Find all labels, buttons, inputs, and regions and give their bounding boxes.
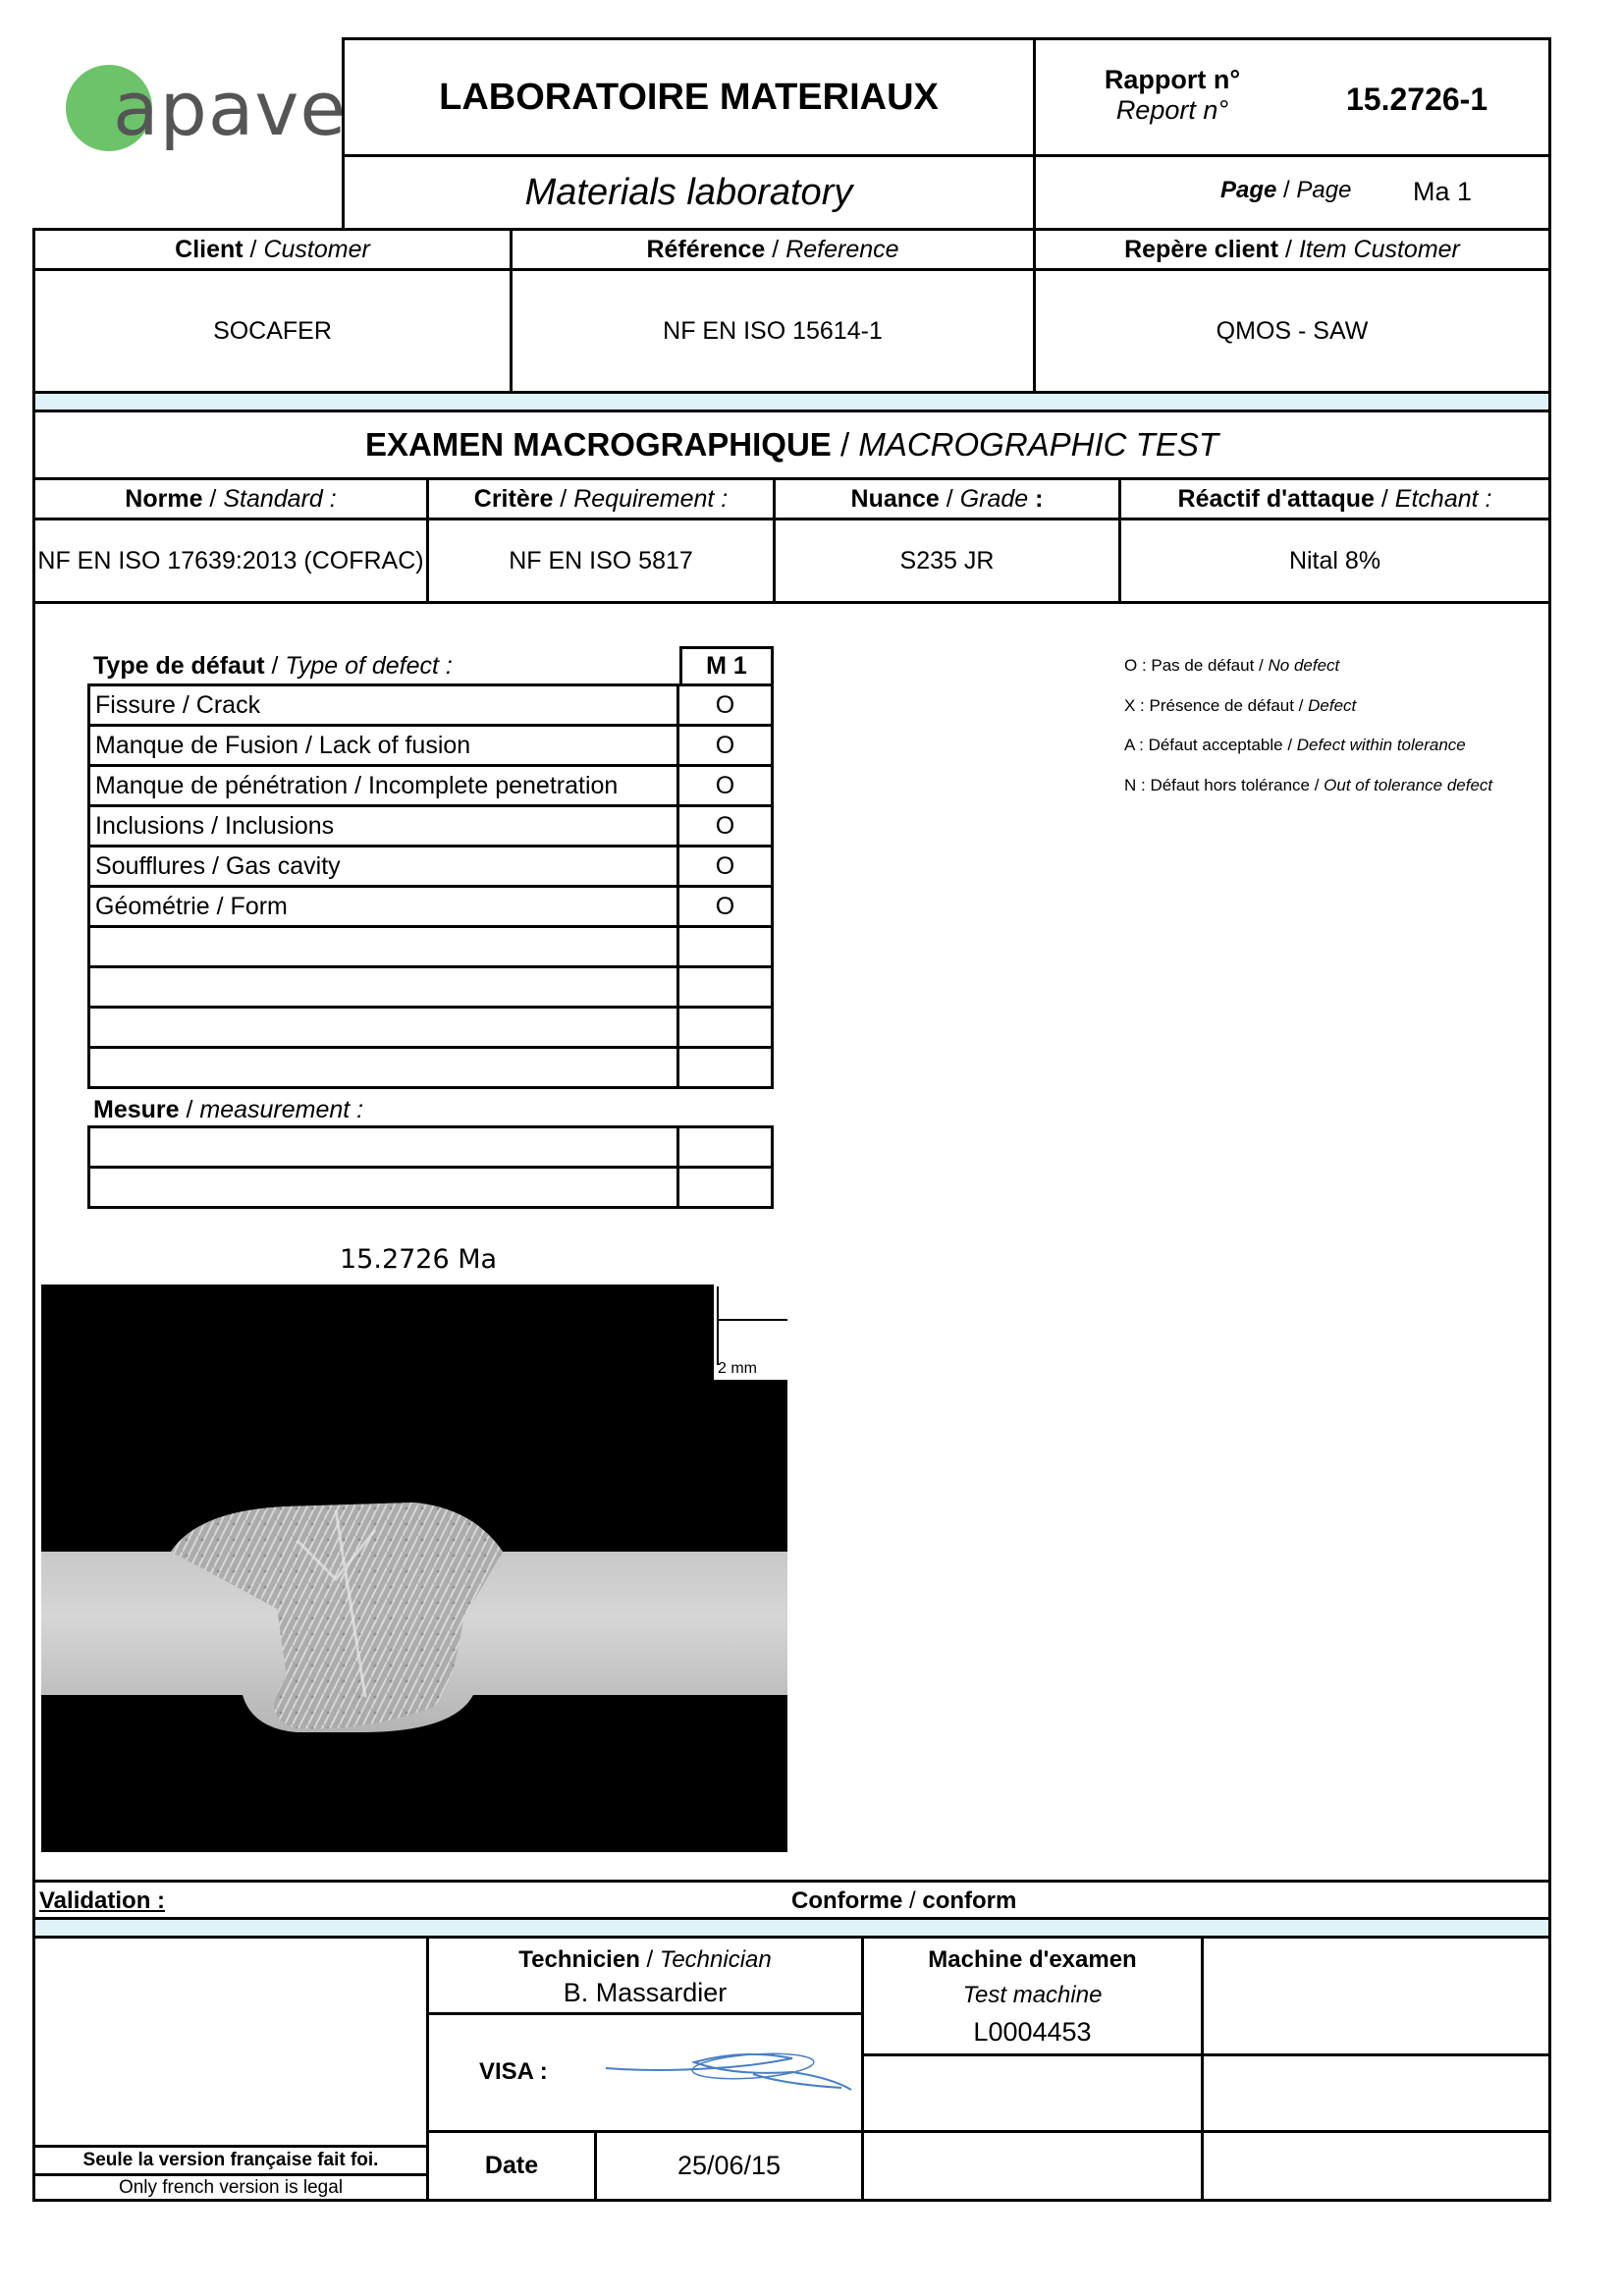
defect-type: Fissure / Crack xyxy=(89,685,678,726)
defect-table-body xyxy=(89,685,773,1088)
defect-row xyxy=(89,766,773,806)
defect-column-header xyxy=(679,646,774,686)
machine-id: L0004453 xyxy=(973,2017,1092,2047)
standard-label-cell: Norme / Standard : xyxy=(32,477,429,520)
defect-row xyxy=(89,927,773,967)
measurement-row xyxy=(89,1168,773,1208)
legend-desc: Out of tolerance defect xyxy=(1324,775,1493,794)
defect-type: Manque de Fusion / Lack of fusion xyxy=(89,726,678,766)
validation-result-en: conform xyxy=(922,1887,1017,1914)
page-cell: Page / Page Ma 1 xyxy=(1033,154,1551,231)
legend-item xyxy=(1124,696,1556,737)
signoff-empty-2 xyxy=(861,2053,1204,2133)
defect-row xyxy=(89,887,773,927)
defect-legend xyxy=(1124,656,1556,815)
item-value: QMOS - SAW xyxy=(1216,316,1369,345)
signature-icon xyxy=(596,2029,861,2107)
requirement-label-fr: Critère xyxy=(473,484,554,513)
defect-row xyxy=(89,1008,773,1048)
item-value-cell xyxy=(1033,268,1551,394)
page-label-fr: Page xyxy=(1220,177,1277,203)
defect-row xyxy=(89,967,773,1008)
measurement-row xyxy=(89,1127,773,1168)
page-label-en: Page xyxy=(1296,177,1352,203)
exam-title-fr: EXAMEN MACROGRAPHIQUE xyxy=(364,426,832,463)
defect-row xyxy=(89,806,773,847)
legend-code: N : Défaut hors tolérance / xyxy=(1124,775,1325,794)
defect-type: Manque de pénétration / Incomplete penetration xyxy=(89,766,678,806)
machine-label-en: Test machine xyxy=(962,1982,1103,2008)
lab-subtitle: Materials laboratory xyxy=(524,171,853,213)
scale-bar-label: 2 mm xyxy=(718,1360,757,1377)
defect-type: Inclusions / Inclusions xyxy=(89,806,678,847)
item-label-en: Item Customer xyxy=(1298,235,1460,263)
measurement-table xyxy=(87,1125,774,1209)
requirement-label-cell: Critère / Requirement : xyxy=(426,477,776,520)
exam-title-cell: EXAMEN MACROGRAPHIQUE / MACROGRAPHIC TEST xyxy=(32,410,1551,480)
defect-header: Type de défaut / Type of defect : xyxy=(93,652,453,680)
validation-label: Validation : xyxy=(39,1887,166,1914)
client-label-fr: Client xyxy=(175,235,243,263)
defect-row xyxy=(89,726,773,766)
reference-label-en: Reference xyxy=(785,235,899,263)
defect-result: O xyxy=(678,887,773,927)
defect-row xyxy=(89,847,773,887)
grade-value-cell xyxy=(773,518,1121,604)
reference-label-cell: Référence / Reference xyxy=(510,228,1036,271)
defect-type xyxy=(89,927,678,967)
reference-value-cell xyxy=(510,268,1036,394)
weld-cross-section-icon xyxy=(41,1285,787,1852)
legend-desc: No defect xyxy=(1268,656,1340,675)
stamp-area xyxy=(32,1936,429,2148)
defect-type: Soufflures / Gas cavity xyxy=(89,847,678,887)
grade-value: S235 JR xyxy=(899,546,995,574)
measurement-header: Mesure / measurement : xyxy=(93,1096,364,1123)
grade-label-cell: Nuance / Grade : xyxy=(773,477,1121,520)
report-label-en: Report n° xyxy=(1115,95,1229,125)
legend-code: A : Défaut acceptable / xyxy=(1124,736,1297,754)
technician-name: B. Massardier xyxy=(563,1978,728,2007)
legend-desc: Defect within tolerance xyxy=(1296,736,1466,754)
client-label-cell: Client / Customer xyxy=(32,228,513,271)
legal-notice-fr: Seule la version française fait foi. xyxy=(82,2150,379,2170)
exam-title-en: MACROGRAPHIC TEST xyxy=(858,426,1219,463)
report-number: 15.2726-1 xyxy=(1346,82,1488,117)
defect-result: O xyxy=(678,847,773,887)
etchant-value: Nital 8% xyxy=(1288,546,1381,574)
machine-cell xyxy=(861,1936,1204,2056)
defect-type xyxy=(89,967,678,1008)
technician-label-fr: Technicien xyxy=(518,1946,640,1973)
technician-cell: Technicien / Technician B. Massardier xyxy=(426,1936,864,2015)
requirement-label-en: Requirement : xyxy=(573,484,729,513)
client-value-cell xyxy=(32,268,513,394)
item-label-cell: Repère client / Item Customer xyxy=(1033,228,1551,271)
requirement-value: NF EN ISO 5817 xyxy=(509,546,693,574)
macro-caption: 15.2726 Ma xyxy=(340,1244,498,1275)
etchant-value-cell xyxy=(1118,518,1551,604)
macrograph-image xyxy=(41,1285,787,1852)
etchant-label-cell: Réactif d'attaque / Etchant : xyxy=(1118,477,1551,520)
page-value: Ma 1 xyxy=(1413,177,1473,206)
signoff-empty-4 xyxy=(861,2130,1551,2202)
item-label-fr: Repère client xyxy=(1124,235,1279,263)
defect-result xyxy=(678,967,773,1008)
defect-type xyxy=(89,1048,678,1088)
defect-type: Géométrie / Form xyxy=(89,887,678,927)
requirement-value-cell xyxy=(426,518,776,604)
standard-value: NF EN ISO 17639:2013 (COFRAC) xyxy=(37,546,424,574)
date-value-cell xyxy=(594,2130,864,2202)
validation-result-fr: Conforme xyxy=(791,1887,903,1914)
legend-item xyxy=(1124,776,1556,816)
defect-table xyxy=(87,683,774,1089)
defect-type xyxy=(89,1008,678,1048)
standard-value-cell xyxy=(32,518,429,604)
legend-code: O : Pas de défaut / xyxy=(1124,656,1269,675)
machine-label-fr: Machine d'examen xyxy=(928,1946,1137,1973)
grade-label-fr: Nuance xyxy=(850,484,940,513)
reference-label-fr: Référence xyxy=(646,235,766,263)
legend-code: X : Présence de défaut / xyxy=(1124,695,1309,715)
signoff-empty-divider xyxy=(1201,2130,1204,2202)
visa-cell xyxy=(426,2012,864,2133)
defect-result xyxy=(678,1048,773,1088)
validation-row: Validation : Conforme / conform xyxy=(32,1880,1551,1920)
apave-logo xyxy=(54,59,348,157)
signoff-empty-1 xyxy=(1201,1936,1551,2056)
grade-colon: : xyxy=(1035,484,1044,513)
measurement-label-fr: Mesure xyxy=(93,1096,180,1123)
reference-value: NF EN ISO 15614-1 xyxy=(663,316,883,345)
legal-notice-en-cell xyxy=(32,2173,429,2202)
legal-notice-fr-cell xyxy=(32,2145,429,2176)
defect-header-fr: Type de défaut xyxy=(93,652,265,680)
report-number-cell xyxy=(1033,37,1551,157)
defect-result: O xyxy=(678,726,773,766)
visa-label: VISA : xyxy=(479,2058,548,2085)
defect-header-en: Type of defect : xyxy=(285,652,453,680)
defect-result: O xyxy=(678,766,773,806)
defect-row xyxy=(89,1048,773,1088)
lab-subtitle-cell xyxy=(342,154,1036,231)
legend-item xyxy=(1124,736,1556,776)
etchant-label-fr: Réactif d'attaque xyxy=(1177,484,1375,513)
standard-label-fr: Norme xyxy=(125,484,203,513)
etchant-colon: : xyxy=(1485,484,1492,513)
date-label-cell xyxy=(426,2130,597,2202)
client-label-en: Customer xyxy=(263,235,370,263)
defect-result: O xyxy=(678,685,773,726)
report-label-fr: Rapport n° xyxy=(1104,65,1241,94)
signoff-empty-3 xyxy=(1201,2053,1551,2133)
etchant-label-en: Etchant xyxy=(1394,484,1479,513)
legend-desc: Defect xyxy=(1308,695,1357,715)
date-value: 25/06/15 xyxy=(676,2151,782,2180)
legend-item xyxy=(1124,656,1556,696)
legal-notice-en: Only french version is legal xyxy=(118,2176,344,2198)
defect-result xyxy=(678,1008,773,1048)
technician-label-en: Technician xyxy=(659,1946,772,1973)
logo-text: apave xyxy=(113,65,348,152)
measurement-label-en: measurement : xyxy=(199,1096,364,1123)
client-value: SOCAFER xyxy=(213,316,332,345)
defect-result: O xyxy=(678,806,773,847)
lab-title: LABORATOIRE MATERIAUX xyxy=(439,76,939,118)
date-label: Date xyxy=(484,2152,539,2179)
defect-row xyxy=(89,685,773,726)
defect-result xyxy=(678,927,773,967)
defect-column-label: M 1 xyxy=(706,652,747,680)
lab-title-cell xyxy=(342,37,1036,157)
grade-label-en: Grade xyxy=(959,484,1029,513)
standard-label-en: Standard : xyxy=(223,484,337,513)
